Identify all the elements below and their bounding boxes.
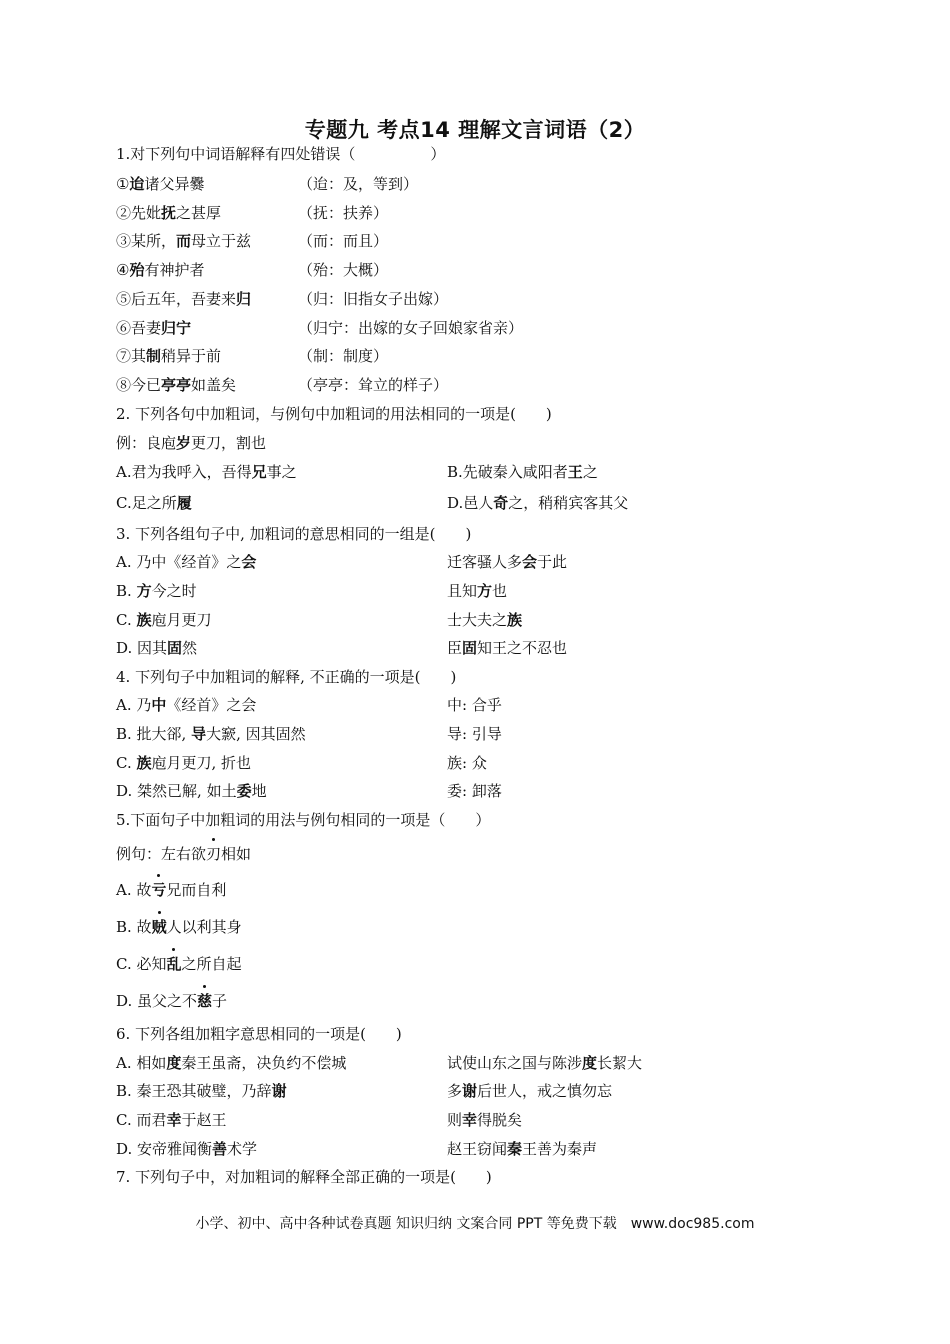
q1-stem: 1.对下列句中词语解释有四处错误（ ） [116,145,446,163]
q2-example: 例：良庖岁更刀，割也 [116,434,267,452]
q3-row: D. 因其固然 [116,639,198,657]
q3-row-right: 迁客骚人多会于此 [447,553,568,571]
q1-item: ⑥吾妻归宁 [116,319,192,337]
q2-option-a: A.君为我呼入，吾得兄事之 [116,463,297,481]
emphasis-dot-char: 刃 [206,845,222,863]
q1-item-note: （归：旧指女子出嫁） [298,290,449,308]
q1-item-note: （制：制度） [298,347,389,365]
q6-stem: 6. 下列各组加粗字意思相同的一项是( ) [116,1025,402,1043]
q3-row-right: 臣固知王之不忍也 [447,639,568,657]
q5-option-b: B. 故贼人以利其身 [116,918,242,936]
q5-option-c: C. 必知乱之所自起 [116,955,242,973]
q1-item: ④殆有神护者 [116,261,205,279]
q4-row-right: 导: 引导 [447,725,502,743]
q6-row: B. 秦王恐其破璧，乃辞谢 [116,1082,287,1100]
q4-row-right: 族: 众 [447,754,487,772]
q5-stem: 5.下面句子中加粗词的用法与例句相同的一项是（ ） [116,811,491,829]
q1-item: ⑧今已亭亭如盖矣 [116,376,237,394]
q4-stem: 4. 下列句子中加粗词的解释, 不正确的一项是( ) [116,668,457,686]
q3-row-right: 且知方也 [447,582,508,600]
q1-item: ①迨诸父异爨 [116,175,205,193]
q4-row: A. 乃中《经首》之会 [116,696,257,714]
q3-row-right: 士大夫之族 [447,611,523,629]
q7-stem: 7. 下列句子中，对加粗词的解释全部正确的一项是( ) [116,1168,492,1186]
q1-item-note: （殆：大概） [298,261,389,279]
q2-option-b: B.先破秦入咸阳者王之 [447,463,598,481]
q1-item-note: （亭亭：耸立的样子） [298,376,449,394]
q3-stem: 3. 下列各组句子中, 加粗词的意思相同的一组是( ) [116,525,472,543]
q4-row: D. 桀然已解, 如土委地 [116,782,267,800]
q6-row: C. 而君幸于赵王 [116,1111,227,1129]
q1-item-note: （而：而且） [298,232,389,250]
q2-stem: 2. 下列各句中加粗词，与例句中加粗词的用法相同的一项是( ) [116,405,552,423]
q6-row-right: 多谢后世人，戒之慎勿忘 [447,1082,613,1100]
q4-row: C. 族庖月更刀, 折也 [116,754,252,772]
q1-item-note: （归宁：出嫁的女子回娘家省亲） [298,319,524,337]
q3-row: A. 乃中《经首》之会 [116,553,257,571]
q1-item-note: （迨：及，等到） [298,175,419,193]
q1-item: ②先妣抚之甚厚 [116,204,222,222]
q4-row: B. 批大郤, 导大窾, 因其固然 [116,725,306,743]
q5-option-a: A. 故亏兄而自利 [116,881,227,899]
q5-example: 例句：左右欲刃相如 [116,845,252,863]
q6-row: A. 相如度秦王虽斋，决负约不偿城 [116,1054,347,1072]
q3-row: C. 族庖月更刀 [116,611,212,629]
q4-row-right: 中: 合乎 [447,696,502,714]
q4-row-right: 委: 卸落 [447,782,502,800]
q6-row-right: 则幸得脱矣 [447,1111,523,1129]
q1-item: ③某所，而母立于兹 [116,232,252,250]
q5-option-d: D. 虽父之不慈子 [116,992,228,1010]
q1-item: ⑤后五年，吾妻来归 [116,290,252,308]
page-title: 专题九 考点14 理解文言词语（2） [304,118,646,142]
q2-option-d: D.邑人奇之，稍稍宾客其父 [447,494,629,512]
q2-option-c: C.足之所履 [116,494,192,512]
q6-row-right: 赵王窃闻秦王善为秦声 [447,1140,598,1158]
q3-row: B. 方今之时 [116,582,197,600]
q6-row-right: 试使山东之国与陈涉度长絜大 [447,1054,643,1072]
q1-item: ⑦其制稍异于前 [116,347,222,365]
q1-item-note: （抚：扶养） [298,204,389,222]
page-footer: 小学、初中、高中各种试卷真题 知识归纳 文案合同 PPT 等免费下载 www.doc985.com [195,1216,755,1232]
q6-row: D. 安帝雅闻衡善术学 [116,1140,258,1158]
